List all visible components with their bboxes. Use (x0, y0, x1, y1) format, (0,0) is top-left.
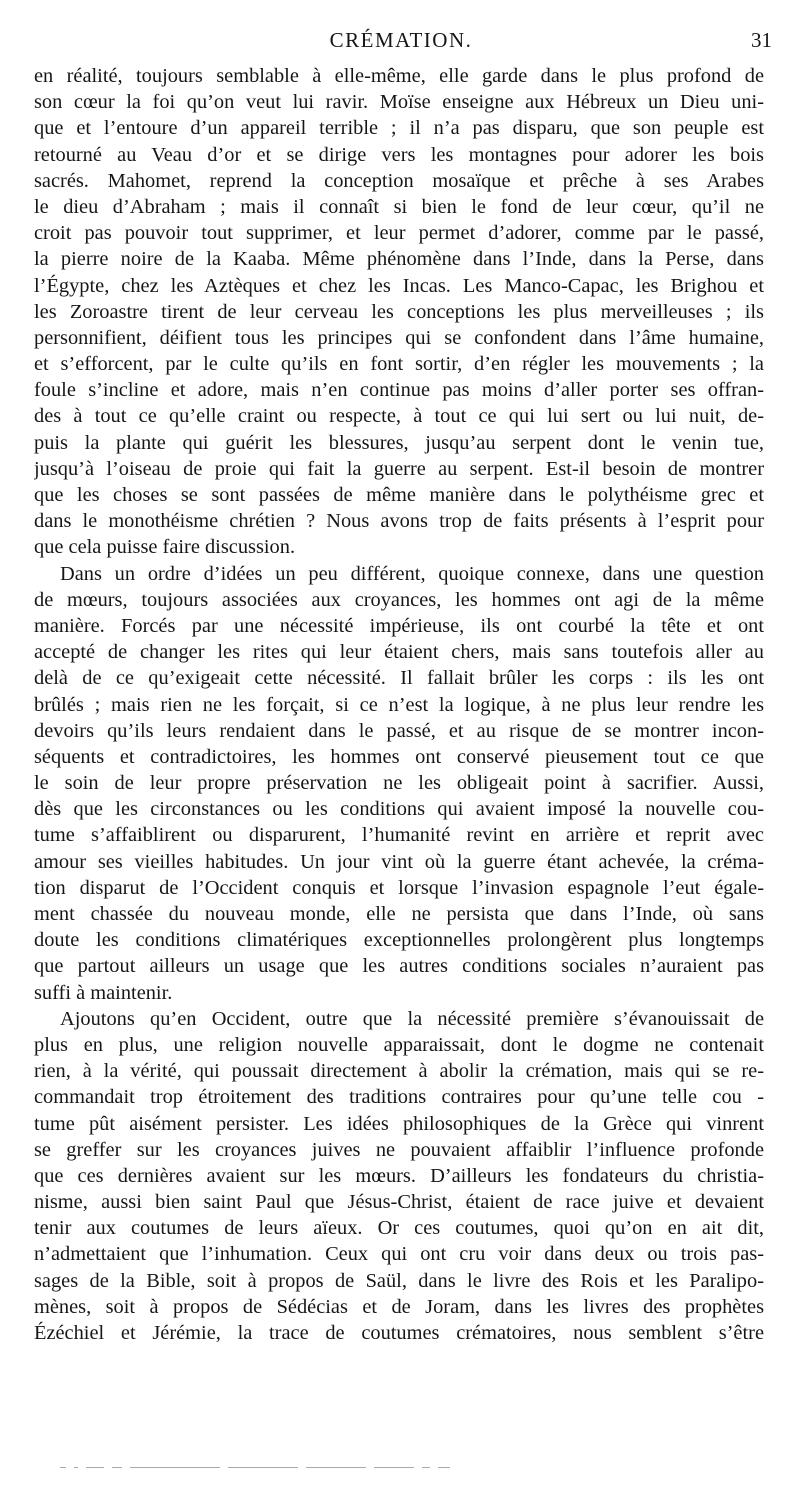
text-line: dès que les circonstances ou les conditions qui avaient imposé la nouvelle cou- (34, 798, 764, 821)
text-line: et s’efforcent, par le culte qu’ils en font sortir, d’en régler les mouvements ; la (34, 353, 764, 376)
body-text (34, 63, 764, 1346)
speck (86, 1467, 104, 1468)
text-line: Ézéchiel et Jérémie, la trace de coutumes crématoires, nous semblent s’être (34, 1322, 764, 1344)
text-line: que partout ailleurs un usage que les autres conditions sociales n’auraient pas (34, 955, 764, 978)
text-line: commandait trop étroitement des traditions contraires pour qu’une telle cou - (34, 1086, 764, 1109)
text-line: tume pût aisément persister. Les idées philosophiques de la Grèce qui vinrent (34, 1112, 764, 1135)
text-line: l’Égypte, chez les Aztèques et chez les Incas. Les Manco-Capac, les Brighou et (34, 274, 764, 297)
text-line: le soin de leur propre préservation ne les obligeait point à sacrifier. Aussi, (34, 772, 764, 795)
speck (74, 1467, 78, 1468)
text-line: nisme, aussi bien saint Paul que Jésus-Christ, étaient de race juive et devaient (34, 1191, 764, 1214)
text-line: séquents et contradictoires, les hommes ont conservé pieusement tout ce que (34, 745, 764, 768)
text-line: que ces dernières avaient sur les mœurs. D’ailleurs les fondateurs du christia- (34, 1164, 764, 1187)
speck (60, 1467, 66, 1468)
text-line: en réalité, toujours semblable à elle-même, elle garde dans le plus profond de (34, 65, 764, 87)
speck (422, 1467, 430, 1468)
text-line: n’admettaient que l’inhumation. Ceux qui ont cru voir dans deux ou trois pas- (34, 1243, 764, 1266)
text-line: son cœur la foi qu’on veut lui ravir. Moïse enseigne aux Hébreux un Dieu uni- (34, 91, 764, 114)
paragraph-3 (34, 1006, 764, 1346)
text-line: jusqu’à l’oiseau de proie qui fait la guerre au serpent. Est-il besoin de montrer (34, 457, 764, 480)
text-line: tion disparut de l’Occident conquis et lorsque l’invasion espagnole l’eut égale- (34, 876, 764, 899)
page-number: 31 (751, 28, 772, 52)
text-line: delà de ce qu’exigeait cette nécessité. Il fallait brûler les corps : ils les ont (34, 667, 764, 690)
text-line: des à tout ce qu’elle craint ou respecte, à tout ce qui lui sert ou lui nuit, de- (34, 405, 764, 428)
text-line: mènes, soit à propos de Sédécias et de Joram, dans les livres des prophètes (34, 1295, 764, 1318)
print-bleed-through (60, 1463, 760, 1471)
paragraph-1 (34, 63, 764, 561)
text-line: rien, à la vérité, qui poussait directement à abolir la crémation, mais qui se re- (34, 1060, 764, 1083)
running-head (30, 28, 772, 54)
text-line: accepté de changer les rites qui leur étaient chers, mais sans toutefois aller au (34, 641, 764, 664)
text-line: le dieu d’Abraham ; mais il connaît si bien le fond de leur cœur, qu’il ne (34, 195, 764, 218)
text-line: que cela puisse faire discussion. (34, 536, 296, 559)
paragraph-2 (34, 561, 764, 1006)
text-line: retourné au Veau d’or et se dirige vers les montagnes pour adorer les bois (34, 143, 764, 166)
speck (438, 1467, 450, 1468)
running-title: CRÉMATION. (329, 28, 473, 52)
text-line: amour ses vieilles habitudes. Un jour vint où la guerre étant achevée, la créma- (34, 850, 764, 873)
text-line: brûlés ; mais rien ne les forçait, si ce n’est la logique, à ne plus leur rendre les (34, 693, 764, 716)
text-line: se greffer sur les croyances juives ne pouvaient affaiblir l’influence profonde (34, 1138, 764, 1161)
text-line: plus en plus, une religion nouvelle apparaissait, dont le dogme ne contenait (34, 1033, 764, 1056)
text-line: que et l’entoure d’un appareil terrible ; il n’a pas disparu, que son peuple est (34, 117, 764, 140)
text-line: Ajoutons qu’en Occident, outre que la nécessité première s’évanouissait de (60, 1007, 764, 1030)
text-line: devoirs qu’ils leurs rendaient dans le passé, et au risque de se montrer incon- (34, 719, 764, 742)
text-line: la pierre noire de la Kaaba. Même phénomène dans l’Inde, dans la Perse, dans (34, 248, 764, 271)
speck (306, 1467, 366, 1468)
text-line: manière. Forcés par une nécessité impérieuse, ils ont courbé la tête et ont (34, 614, 764, 637)
text-line: sacrés. Mahomet, reprend la conception mosaïque et prêche à ses Arabes (34, 169, 764, 192)
text-line: les Zoroastre tirent de leur cerveau les conceptions les plus merveilleuses ; ils (34, 300, 764, 323)
text-line: dans le monothéisme chrétien ? Nous avons trop de faits présents à l’esprit pour (34, 510, 764, 533)
speck (112, 1467, 122, 1468)
text-line: que les choses se sont passées de même manière dans le polythéisme grec et (34, 484, 764, 506)
text-line: de mœurs, toujours associées aux croyances, les hommes ont agi de la même (34, 588, 764, 611)
text-line: tume s’affaiblirent ou disparurent, l’humanité revint en arrière et reprit avec (34, 824, 764, 847)
text-line: suffi à maintenir. (34, 981, 173, 1004)
text-line: ment chassée du nouveau monde, elle ne persista que dans l’Inde, où sans (34, 903, 764, 925)
text-line: doute les conditions climatériques exceptionnelles prolongèrent plus longtemps (34, 929, 764, 952)
text-line: personnifient, déifient tous les principes qui se confondent dans l’âme humaine, (34, 326, 764, 349)
speck (130, 1467, 220, 1468)
text-line: tenir aux coutumes de leurs aïeux. Or ces coutumes, quoi qu’on en ait dit, (34, 1217, 764, 1240)
text-line: sages de la Bible, soit à propos de Saül, dans le livre des Rois et les Paralipo- (34, 1269, 764, 1292)
speck (228, 1467, 298, 1468)
speck (374, 1467, 414, 1468)
text-line: Dans un ordre d’idées un peu différent, quoique connexe, dans une question (60, 562, 764, 585)
text-line: puis la plante qui guérit les blessures, jusqu’au serpent dont le venin tue, (34, 431, 764, 454)
text-line: foule s’incline et adore, mais n’en continue pas moins d’aller porter ses offran- (34, 379, 764, 402)
text-line: croit pas pouvoir tout supprimer, et leur permet d’adorer, comme par le passé, (34, 222, 764, 245)
